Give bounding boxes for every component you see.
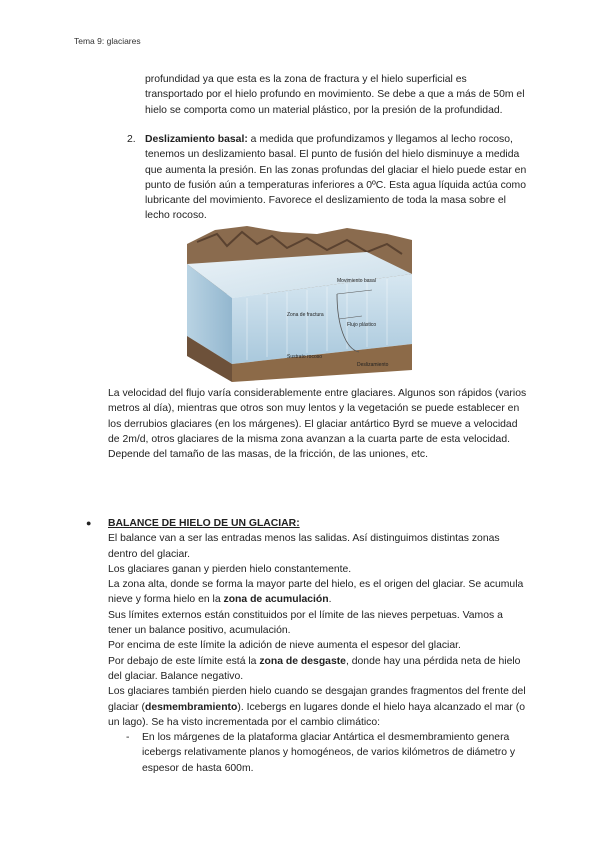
balance-p1: El balance van a ser las entradas menos las salidas. Así distinguimos distintas zonas dentro del glaciar. — [108, 533, 500, 560]
term-zona-desgaste: zona de desgaste — [259, 655, 346, 667]
balance-p7-end: ). Icebergs en lugares donde el hielo haya alcanzado el mar (o un lago). Se ha visto incrementada por el cambio climático: — [108, 701, 526, 728]
balance-p6-text: Por debajo de este límite está la — [108, 655, 260, 667]
definition-text: a medida que profundizamos y llegamos al lecho rocoso, tenemos un deslizamiento basal. El punto de fusión del hielo disminuye a medida que aumenta la presión. En las zonas profundas del glaciar el hielo puede estar en punto de fusión aún a temperaturas inferiores a 0ºC. Esta agua líquida actúa como lubricante del movimiento. Favorece el deslizamiento de toda la masa sobre el lecho rocoso. — [145, 134, 527, 222]
label-deslizamiento: Deslizamiento — [357, 362, 389, 368]
balance-p3-end: . — [328, 594, 332, 606]
sub-list-item — [108, 730, 528, 776]
balance-p5: Por encima de este límite la adición de nieve aumenta el espesor del glaciar. — [108, 640, 461, 652]
list-item-deslizamiento-basal — [127, 132, 527, 224]
term-zona-acumulacion: zona de acumulación — [223, 594, 329, 606]
velocity-paragraph: La velocidad del flujo varía considerablemente entre glaciares. Algunos son rápidos (varios metros al día), mientras que otros son muy lentos y la vegetación se puede establecer en los derrubios glaciares (en los márgenes). El glaciar antártico Byrd se mueve a velocidad de 2m/d, otros glaciares de la misma zona avanzan a la cuarta parte de esta velocidad. Depende del tamaño de las masas, de la fricción, de las uniones, etc. — [108, 388, 527, 461]
balance-p7 — [108, 684, 528, 730]
glacier-block-illustration — [187, 224, 412, 382]
term-desmembramiento: desmembramiento — [144, 701, 238, 713]
term-deslizamiento-basal: Deslizamiento basal: — [145, 134, 248, 145]
continued-paragraph: profundidad ya que esta es la zona de fractura y el hielo superficial es transportado por el hielo profundo en movimiento. Se debe a que a más de 50m el hielo se comporta como un material plástico, por la presión de la profundidad. — [145, 74, 525, 116]
balance-p3-text: La zona alta, donde se forma la mayor parte del hielo, es el origen del glaciar. Se acumula nieve y forma hielo en la — [108, 579, 524, 606]
list-number: 2. — [127, 134, 136, 145]
label-fractura: Zona de fractura — [287, 312, 324, 318]
balance-p7-text: Los glaciares también pierden hielo cuando se desgajan grandes fragmentos del frente del glaciar ( — [108, 686, 526, 713]
balance-p4: Sus límites externos están constituidos por el límite de las nieves perpetuas. Vamos a tener un balance positivo, acumulación. — [108, 609, 503, 637]
bullet-icon: ● — [86, 518, 92, 528]
balance-section — [86, 516, 528, 776]
label-plastico: Flujo plástico — [347, 322, 377, 328]
balance-p2: Los glaciares ganan y pierden hielo constantemente. — [108, 563, 352, 575]
label-sustrato: Sustrato rocoso — [287, 354, 323, 360]
sub-list-text: En los márgenes de la plataforma glaciar Antártica el desmembramiento genera icebergs relativamente planos y homogéneos, de varios kilómetros de diámetro y espesor de hasta 600m. — [142, 732, 516, 774]
glacier-diagram — [187, 224, 412, 382]
label-movimiento: Movimiento basal — [337, 278, 376, 284]
page-header: Tema 9: glaciares — [74, 36, 141, 46]
dash-marker: - — [126, 732, 130, 744]
balance-p3 — [108, 577, 528, 608]
section-title: BALANCE DE HIELO DE UN GLACIAR: — [108, 518, 300, 529]
list-item-text — [145, 132, 527, 224]
balance-p6 — [108, 654, 528, 685]
balance-p6-end: , donde hay una pérdida neta de hielo del glaciar. Balance negativo. — [108, 655, 521, 682]
